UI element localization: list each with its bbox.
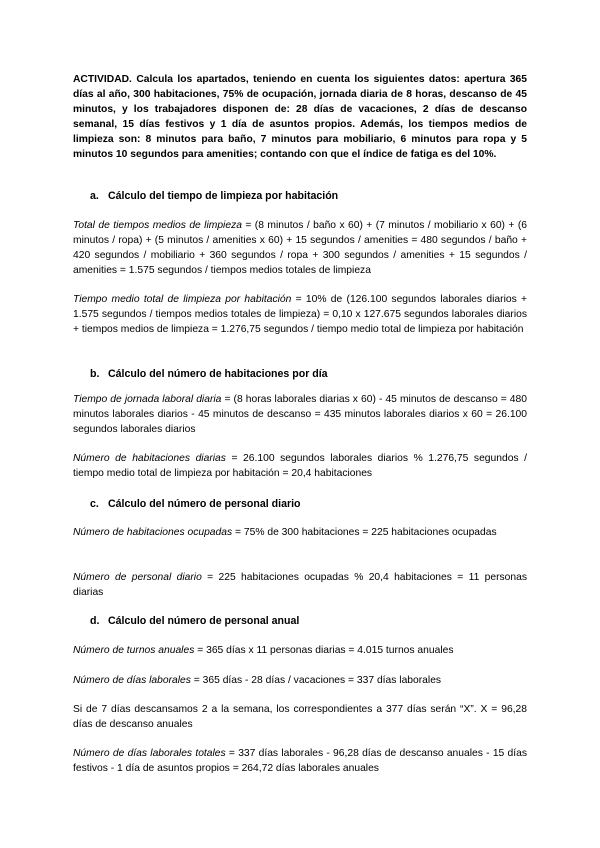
section-d-text-1: = 365 días x 11 personas diarias = 4.015 turnos anuales	[194, 645, 454, 656]
section-d-paragraph-3: Si de 7 días descansamos 2 a la semana, los correspondientes a 377 días serán “X”. X = 96,28 días de descanso anuales	[73, 704, 527, 731]
section-c-title: Cálculo del número de personal diario	[108, 498, 301, 510]
section-d-paragraph-4	[73, 746, 527, 776]
section-d-text-2: = 365 días - 28 días / vacaciones = 337 días laborales	[190, 675, 442, 686]
section-d-paragraph-2	[73, 673, 527, 688]
section-c-paragraph-1	[73, 525, 527, 540]
section-d-text-4: = 337 días laborales - 96,28 días de descanso anuales - 15 días festivos - 1 día de asuntos propios = 264,72 días laborales anuales	[73, 748, 527, 775]
section-b-paragraph-2	[73, 451, 527, 481]
section-a-term-1: Total de tiempos medios de limpieza	[73, 220, 242, 231]
section-a-text-2: = 10% de (126.100 segundos laborales diarios + 1.575 segundos / tiempos medios totales de limpieza) = 0,10 x 127.675 segundos laborales diarios + tiempos medios de limpieza = 1.276,75 segundos / tiempo medio total de limpieza por habitación	[73, 294, 528, 336]
section-d-term-2: Número de días laborales	[73, 675, 191, 686]
activity-statement: ACTIVIDAD. Calcula los apartados, teniendo en cuenta los siguientes datos: apertura 365 días al año, 300 habitaciones, 75% de ocupación, jornada diaria de 8 horas, descanso de 45 minutos, y los trabajadores disponen de: 28 días de vacaciones, 2 días de descanso semanal, 15 días festivos y 1 día de asuntos propios. Además, los tiempos medios de limpieza son: 8 minutos para baño, 7 minutos para mobiliario, 6 minutos para ropa y 5 minutos 10 segundos para amenities; contando con que el índice de fatiga es del 10%.	[73, 74, 527, 161]
section-a-heading	[73, 190, 338, 202]
section-c-paragraph-2	[73, 570, 527, 600]
section-a-letter: a.	[90, 190, 99, 202]
section-c-text-1: = 75% de 300 habitaciones = 225 habitaciones ocupadas	[232, 527, 497, 538]
section-a-paragraph-1	[73, 218, 527, 278]
section-b-text-2: = 26.100 segundos laborales diarios % 1.276,75 segundos / tiempo medio total de limpieza por habitación = 20,4 habitaciones	[73, 453, 527, 480]
section-a-title: Cálculo del tiempo de limpieza por habitación	[108, 190, 339, 202]
section-d-letter: d.	[90, 615, 100, 627]
section-c-text-2: = 225 habitaciones ocupadas % 20,4 habitaciones = 11 personas diarias	[73, 572, 527, 599]
section-b-letter: b.	[90, 368, 100, 380]
section-a-text-1: = (8 minutos / baño x 60) + (7 minutos / mobiliario x 60) + (6 minutos / ropa) + (5 minutos / amenities x 60) + 15 segundos / amenities = 480 segundos / baño + 420 segundos / mobiliario + 360 segundos / ropa + 300 segundos / amenities + 15 segundos / amenities = 1.575 segundos / tiempos medios totales de limpieza	[73, 220, 527, 277]
section-b-term-1: Tiempo de jornada laboral diaria	[73, 394, 222, 405]
section-a-term-2: Tiempo medio total de limpieza por habitación	[73, 294, 292, 305]
section-d-heading	[73, 615, 299, 627]
section-a-paragraph-2	[73, 292, 527, 337]
section-d-term-1: Número de turnos anuales	[73, 645, 195, 656]
section-b-title: Cálculo del número de habitaciones por día	[108, 368, 328, 380]
section-b-heading	[73, 368, 328, 380]
section-b-paragraph-1	[73, 392, 527, 437]
section-b-term-2: Número de habitaciones diarias	[73, 453, 226, 464]
section-d-term-4: Número de días laborales totales	[73, 748, 226, 759]
section-c-term-1: Número de habitaciones ocupadas	[73, 527, 233, 538]
section-d-title: Cálculo del número de personal anual	[108, 615, 300, 627]
section-b-text-1: = (8 horas laborales diarias x 60) - 45 minutos de descanso = 480 minutos laborales diarios - 45 minutos de descanso = 435 minutos laborales diarios x 60 = 26.100 segundos laborales diarios	[73, 394, 527, 436]
section-d-paragraph-1	[73, 643, 527, 658]
section-c-letter: c.	[90, 498, 99, 510]
section-c-heading	[73, 498, 301, 510]
document-page	[73, 72, 528, 775]
section-c-term-2: Número de personal diario	[73, 572, 202, 583]
